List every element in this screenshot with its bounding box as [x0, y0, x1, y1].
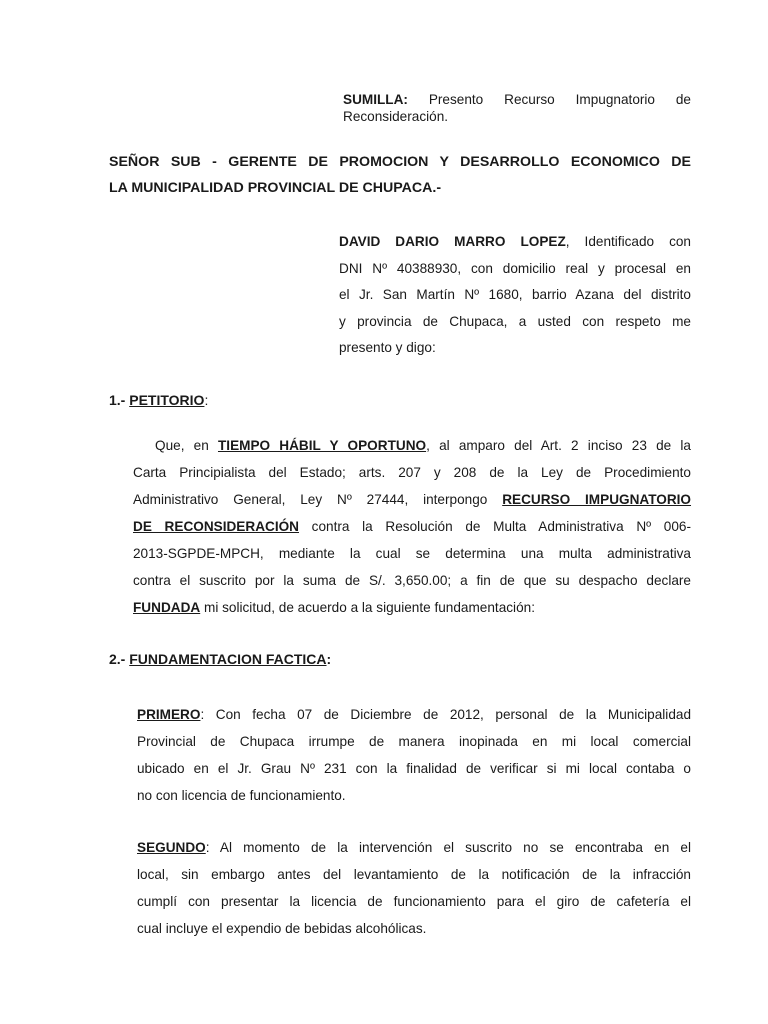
petitorio-emphasis: TIEMPO HÁBIL Y OPORTUNO [217, 438, 427, 453]
primero-line-1 [137, 701, 691, 728]
fact-text: : Al momento de la intervención el suscrito no se encontraba en el [205, 840, 691, 855]
addressee-line-1: SEÑOR SUB - GERENTE DE PROMOCION Y DESARROLLO ECONOMICO DE [109, 154, 691, 170]
section-title: PETITORIO [129, 392, 205, 408]
segundo-line-2: local, sin embargo antes del levantamiento de la notificación de la infracción [137, 867, 691, 882]
fact-text: : Con fecha 07 de Diciembre de 2012, personal de la Municipalidad [200, 707, 691, 722]
section-title: FUNDAMENTACION FACTICA [129, 651, 327, 667]
petitorio-line-6: contra el suscrito por la suma de S/. 3,650.00; a fin de que su despacho declare [133, 573, 691, 588]
identification-text: , Identificado con [565, 234, 691, 249]
segundo-line-4: cual incluye el expendio de bebidas alcohólicas. [137, 921, 427, 936]
sumilla-text: Presento Recurso Impugnatorio de [428, 92, 691, 107]
identification-line-2: DNI Nº 40388930, con domicilio real y procesal en [339, 260, 691, 276]
petitorio-text: mi solicitud, de acuerdo a la siguiente fundamentación: [200, 600, 535, 615]
section-suffix: : [204, 392, 209, 408]
fact-label: PRIMERO [137, 707, 201, 722]
petitorio-text: Administrativo General, Ley Nº 27444, interpongo [133, 492, 503, 507]
primero-line-4: no con licencia de funcionamiento. [137, 788, 346, 803]
sumilla-line-1 [343, 91, 691, 108]
sumilla-label: SUMILLA: [343, 92, 408, 107]
section-number: 2.- [109, 651, 126, 667]
identification-line-5: presento y digo: [339, 340, 436, 355]
petitorio-emphasis: RECURSO IMPUGNATORIO [502, 492, 692, 507]
petitorio-text: contra la Resolución de Multa Administrativa Nº 006- [299, 519, 691, 534]
petitorio-line-3 [133, 486, 691, 513]
segundo-line-3: cumplí con presentar la licencia de funcionamiento para el giro de cafetería el [137, 894, 691, 909]
petitorio-text: Que, en [155, 438, 218, 453]
section-heading-petitorio [109, 392, 208, 408]
fact-primero [137, 701, 691, 809]
applicant-name: DAVID DARIO MARRO LOPEZ [339, 234, 566, 249]
section-suffix: : [326, 651, 332, 667]
petitorio-text: , al amparo del Art. 2 inciso 23 de la [426, 438, 691, 453]
identification-line-4: y provincia de Chupaca, a usted con respeto me [339, 313, 691, 329]
petitorio-line-5: 2013-SGPDE-MPCH, mediante la cual se determina una multa administrativa [133, 546, 691, 561]
segundo-line-1 [137, 834, 691, 861]
sumilla-block [343, 91, 691, 125]
fact-label: SEGUNDO [137, 840, 206, 855]
petitorio-paragraph [133, 432, 691, 621]
addressee-block [109, 149, 691, 201]
identification-line-1 [339, 229, 691, 256]
identification-block [339, 229, 691, 362]
petitorio-emphasis: FUNDADA [133, 600, 201, 615]
fact-segundo [137, 834, 691, 942]
petitorio-line-4 [133, 513, 691, 540]
primero-line-2: Provincial de Chupaca irrumpe de manera inopinada en mi local comercial [137, 734, 691, 749]
petitorio-line-2: Carta Principialista del Estado; arts. 207 y 208 de la Ley de Procedimiento [133, 465, 691, 480]
section-heading-fundamentacion [109, 651, 331, 667]
sumilla-line-2: Reconsideración. [343, 109, 449, 124]
section-number: 1.- [109, 392, 126, 408]
identification-line-3: el Jr. San Martín Nº 1680, barrio Azana del distrito [339, 287, 691, 302]
petitorio-emphasis: DE RECONSIDERACIÓN [133, 519, 299, 534]
petitorio-line-1 [133, 432, 691, 459]
addressee-line-2: LA MUNICIPALIDAD PROVINCIAL DE CHUPACA.- [109, 180, 442, 196]
primero-line-3: ubicado en el Jr. Grau Nº 231 con la finalidad de verificar si mi local contaba o [137, 761, 691, 776]
petitorio-line-7 [133, 594, 691, 621]
